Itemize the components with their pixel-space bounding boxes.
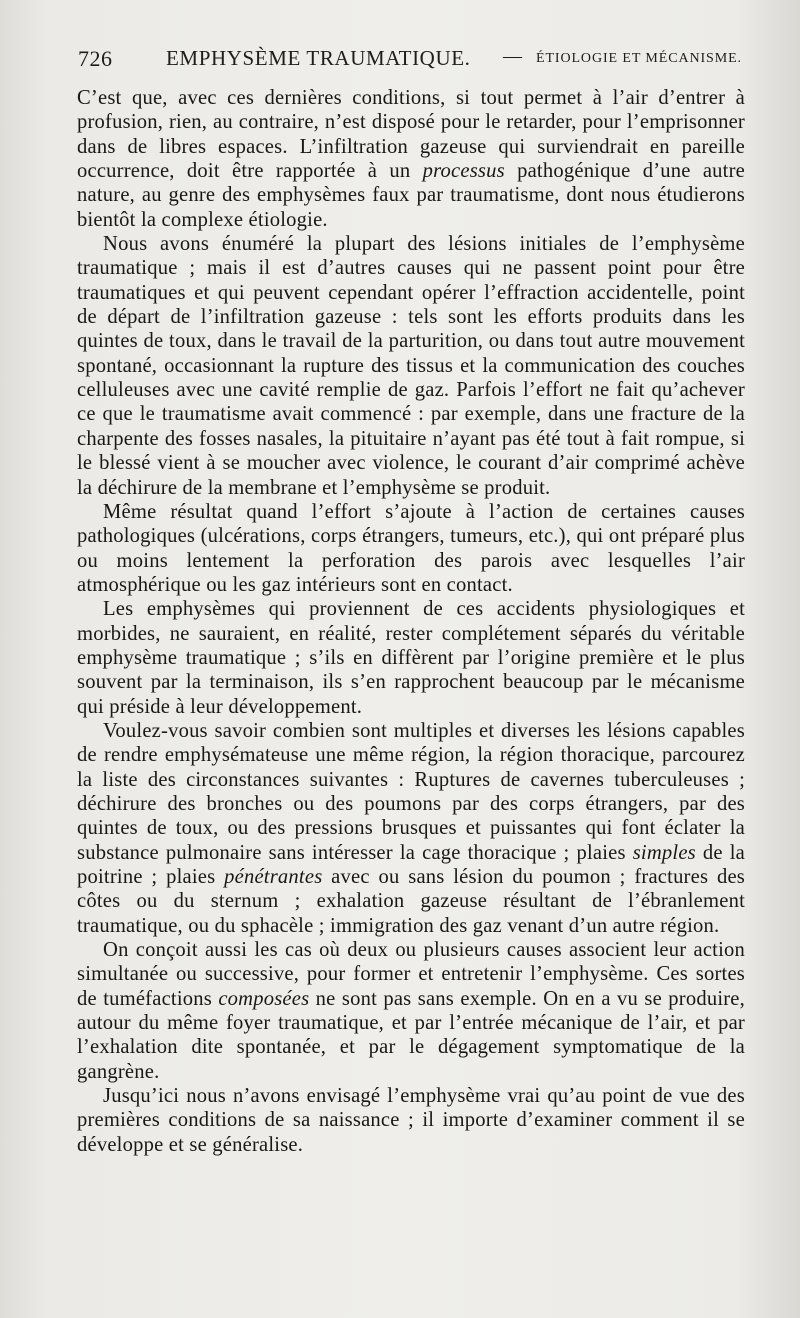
- text-run: On conçoit aussi les cas où deux ou plusieurs causes associent leur action simultanée ou successive, pour former et entretenir l’emphysème. Ces sortes de tuméfactions: [77, 939, 745, 1010]
- text-run: Même résultat quand l’effort s’ajoute à l’action de certaines causes pathologiques (ulcérations, corps étrangers, tumeurs, etc.), qui ont préparé plus ou moins lentement la perforation des parois avec lesquelles l’air atmosphérique ou les gaz intérieurs sont en contact.: [77, 500, 745, 596]
- italic-term: processus: [422, 160, 505, 183]
- running-title: EMPHYSÈME TRAUMATIQUE.: [166, 46, 471, 70]
- paragraph: [77, 938, 745, 1084]
- text-run: Les emphysèmes qui proviennent de ces accidents physiologiques et morbides, ne sauraient, en réalité, rester complétement séparés du véritable emphysème traumatique ; s’ils en diffèrent par l’origine première et le plus souvent par la terminaison, ils s’en rapprochent beaucoup par le mécanisme qui préside à leur développement.: [77, 598, 745, 718]
- paragraph: [77, 597, 745, 719]
- text-run: C’est que, avec ces dernières conditions, si tout permet à l’air d’entrer à profusion, rien, au contraire, n’est disposé pour le retarder, pour l’emprisonner dans de libres espaces. L’infiltration gazeuse qui surviendrait en pareille occurrence, doit être rapportée à un: [77, 87, 745, 183]
- paragraph: [77, 719, 745, 938]
- text-run: pathogénique d’une autre nature, au genre des emphysèmes faux par traumatisme, dont nous étudierons bientôt la complexe étiologie.: [77, 160, 745, 231]
- text-run: de la poitrine ; plaies: [77, 841, 745, 888]
- paragraph: [77, 1084, 745, 1157]
- body-text: [77, 86, 745, 1157]
- paragraph: [77, 232, 745, 500]
- text-run: Nous avons énuméré la plupart des lésions initiales de l’emphysème traumatique ; mais il est d’autres causes qui ne passent point pour être traumatiques et qui peuvent cependant opérer l’effraction accidentelle, point de départ de l’infiltration gazeuse : tels sont les efforts produits dans les quintes de toux, dans le travail de la parturition, ou dans tout autre mouvement spontané, occasionnant la rupture des tissus et la communication des couches celluleuses avec une cavité remplie de gaz. Parfois l’effort ne fait qu’achever ce que le traumatisme avait commencé : par exemple, dans une fracture de la charpente des fosses nasales, la pituitaire n’ayant pas été tout à fait rompue, si le blessé vient à se moucher avec violence, le courant d’air comprimé achève la déchirure de la membrane et l’emphysème se produit.: [77, 233, 745, 499]
- running-header: [78, 46, 758, 76]
- paragraph: [77, 86, 745, 232]
- text-run: Jusqu’ici nous n’avons envisagé l’emphysème vrai qu’au point de vue des premières conditions de sa naissance ; il importe d’examiner comment il se développe et se généralise.: [77, 1085, 745, 1156]
- section-title: ÉTIOLOGIE ET MÉCANISME.: [536, 51, 742, 66]
- italic-term: simples: [632, 841, 696, 864]
- text-run: avec ou sans lésion du poumon ; fractures des côtes ou du sternum ; exhalation gazeuse résultant de l’ébranlement traumatique, ou du sphacèle ; immigration des gaz venant d’un autre région.: [77, 866, 745, 937]
- italic-term: pénétrantes: [224, 866, 323, 888]
- text-run: Voulez-vous savoir combien sont multiples et diverses les lésions capables de rendre emphysémateuse une même région, la région thoracique, parcourez la liste des circonstances suivantes : Ruptures de cavernes tuberculeuses ; déchirure des bronches ou des poumons par des corps étrangers, par des quintes de toux, ou des pressions brusques et puissantes qui font éclater la substance pulmonaire sans intéresser la cage thoracique ; plaies: [77, 719, 745, 864]
- running-dash: —: [503, 46, 522, 67]
- text-run: ne sont pas sans exemple. On en a vu se produire, autour du même foyer traumatique, et par l’entrée mécanique de l’air, et par l’exhalation dite spontanée, et par le dégagement symptomatique de la gangrène.: [77, 987, 745, 1083]
- paragraph: [77, 500, 745, 597]
- italic-term: composées: [218, 987, 310, 1010]
- page-number: 726: [78, 46, 113, 71]
